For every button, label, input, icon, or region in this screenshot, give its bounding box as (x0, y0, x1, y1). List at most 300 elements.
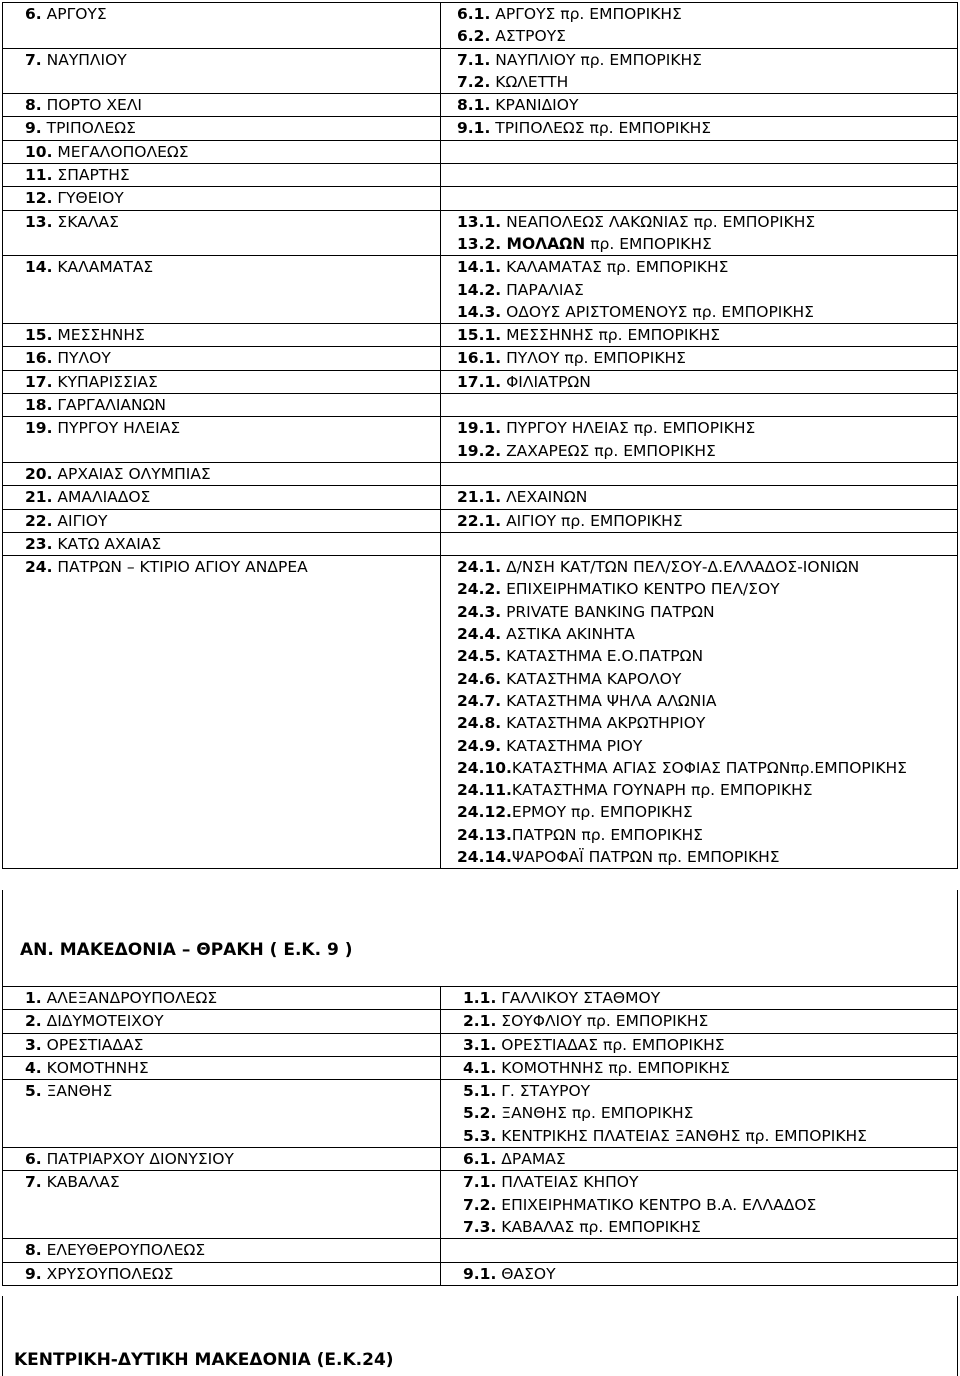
branch-entry (25, 141, 440, 163)
branch-number: 9. (25, 1264, 42, 1283)
branch-name: ΚΑΒΑΛΑΣ πρ. ΕΜΠΟΡΙΚΗΣ (496, 1217, 701, 1236)
branch-entry (457, 440, 957, 462)
branch-entry (457, 371, 957, 393)
branch-cell (3, 347, 441, 370)
branch-entry (463, 1057, 957, 1079)
branch-entry (463, 1263, 957, 1285)
table-row (3, 1239, 958, 1262)
section-heading-central-west-macedonia: ΚΕΝΤΡΙΚΗ-ΔΥΤΙΚΗ ΜΑΚΕΔΟΝΙΑ (Ε.Κ.24) (14, 1350, 394, 1370)
branch-name: ΚΡΑΝΙΔΙΟΥ (490, 96, 579, 115)
branch-entry (25, 117, 440, 139)
branch-entry (25, 1080, 440, 1102)
branch-name: ΟΡΕΣΤΙΑΔΑΣ (41, 1035, 144, 1054)
branch-name: ΚΑΤΑΣΤΗΜΑ Ε.Ο.ΠΑΤΡΩΝ (501, 647, 704, 666)
branch-entry (463, 1034, 957, 1056)
branch-name: ΔΙΔΥΜΟΤΕΙΧΟΥ (41, 1012, 164, 1031)
branch-name: ΑΙΓΙΟΥ πρ. ΕΜΠΟΡΙΚΗΣ (501, 511, 683, 530)
branch-name: ΓΑΛΛΙΚΟΥ ΣΤΑΘΜΟΥ (496, 989, 661, 1007)
branch-number: 8.1. (457, 96, 491, 115)
branch-name: ΕΛΕΥΘΕΡΟΥΠΟΛΕΩΣ (41, 1241, 206, 1260)
branch-number: 17. (25, 372, 53, 391)
branch-entry (457, 690, 957, 712)
branch-name: ΚΕΝΤΡΙΚΗΣ ΠΛΑΤΕΙΑΣ ΞΑΝΘΗΣ πρ. ΕΜΠΟΡΙΚΗΣ (496, 1126, 867, 1145)
branch-cell (3, 1010, 441, 1033)
table-row (3, 1148, 958, 1171)
branch-entry (457, 757, 957, 779)
branch-cell (3, 394, 441, 417)
branch-entry (457, 117, 957, 139)
branch-name: ΑΜΑΛΙΑΔΟΣ (52, 488, 151, 507)
branch-cell (3, 1033, 441, 1056)
branch-entry (457, 301, 957, 323)
branch-number: 7.1. (463, 1173, 497, 1192)
branch-name: Δ/ΝΣΗ ΚΑΤ/ΤΩΝ ΠΕΛ/ΣΟΥ-Δ.ΕΛΛΑΔΟΣ-ΙΟΝΙΩΝ (501, 558, 860, 577)
branch-name: ΓΥΘΕΙΟΥ (52, 189, 124, 208)
branch-name: ΠΥΡΓΟΥ ΗΛΕΙΑΣ (52, 419, 181, 438)
branch-cell (3, 48, 441, 94)
table-row (3, 532, 958, 555)
sub-branch-cell (441, 1171, 958, 1239)
branch-entry (25, 463, 440, 485)
branch-cell (3, 509, 441, 532)
branch-name: ΜΕΣΣΗΝΗΣ (52, 326, 145, 345)
branch-cell (3, 370, 441, 393)
sub-branch-cell (441, 1239, 958, 1262)
branch-entry (25, 211, 440, 233)
sub-branch-cell (441, 1262, 958, 1285)
branch-name: ΚΑΤΑΣΤΗΜΑ ΓΟΥΝΑΡΗ πρ. ΕΜΠΟΡΙΚΗΣ (511, 781, 813, 800)
branch-number: 19. (25, 419, 53, 438)
branch-cell (3, 1056, 441, 1079)
branches-table-east-macedonia-thrace (2, 986, 958, 1286)
branch-entry (457, 623, 957, 645)
branches-table-peloponnese (2, 2, 958, 869)
branch-entry (25, 1010, 440, 1032)
branch-number: 10. (25, 142, 53, 161)
branch-number: 24.9. (457, 736, 502, 755)
branch-name: ΚΑΤΑΣΤΗΜΑ ΚΑΡΟΛΟΥ (501, 669, 682, 688)
branch-number: 6. (25, 5, 42, 23)
branch-number: 19.2. (457, 441, 502, 460)
branch-number: 5.2. (463, 1104, 497, 1123)
branch-entry (457, 846, 957, 868)
branch-entry (457, 824, 957, 846)
section-heading-east-macedonia-thrace: ΑΝ. ΜΑΚΕΔΟΝΙΑ – ΘΡΑΚΗ ( Ε.Κ. 9 ) (20, 940, 353, 960)
branch-number: 24.3. (457, 602, 502, 621)
branch-entry (457, 486, 957, 508)
branch-cell (3, 187, 441, 210)
sub-branch-cell (441, 556, 958, 869)
branch-number: 9.1. (463, 1264, 497, 1283)
branch-entry (463, 1102, 957, 1124)
branch-cell (3, 1262, 441, 1285)
branch-number: 24.13. (457, 825, 512, 844)
branch-entry (25, 510, 440, 532)
branch-name: ΟΔΟΥΣ ΑΡΙΣΤΟΜΕΝΟΥΣ πρ. ΕΜΠΟΡΙΚΗΣ (501, 302, 814, 321)
table-row (3, 210, 958, 256)
branch-entry (463, 1010, 957, 1032)
branch-name: ΞΑΝΘΗΣ πρ. ΕΜΠΟΡΙΚΗΣ (496, 1104, 694, 1123)
branch-entry (25, 394, 440, 416)
branch-name: ΧΡΥΣΟΥΠΟΛΕΩΣ (41, 1264, 174, 1283)
branch-number: 24. (25, 558, 53, 577)
branch-cell (3, 3, 441, 49)
branch-entry (25, 49, 440, 71)
branch-name: ΠΥΛΟΥ πρ. ΕΜΠΟΡΙΚΗΣ (501, 349, 686, 368)
branch-entry (25, 1148, 440, 1170)
branch-number: 4.1. (463, 1058, 497, 1077)
branch-name: ΔΡΑΜΑΣ (496, 1150, 566, 1169)
section-gap (2, 890, 958, 932)
branch-number: 5.1. (463, 1082, 497, 1101)
branch-name: ΑΡΓΟΥΣ πρ. ΕΜΠΟΡΙΚΗΣ (490, 5, 682, 23)
branch-name: ΚΑΛΑΜΑΤΑΣ (52, 258, 154, 277)
branch-cell (3, 1148, 441, 1171)
branch-name: ΕΠΙΧΕΙΡΗΜΑΤΙΚΟ ΚΕΝΤΡΟ Β.Α. ΕΛΛΑΔΟΣ (496, 1195, 817, 1214)
branch-entry (457, 556, 957, 578)
branch-number: 21.1. (457, 488, 502, 507)
branch-entry (457, 601, 957, 623)
table-row (3, 509, 958, 532)
branch-name: ΠΑΤΡΩΝ – ΚΤΙΡΙΟ ΑΓΙΟΥ ΑΝΔΡΕΑ (52, 558, 308, 577)
branch-number: 7.1. (457, 50, 491, 69)
branch-name: ΨΑΡΟΦΑΪ ΠΑΤΡΩΝ πρ. ΕΜΠΟΡΙΚΗΣ (511, 847, 780, 866)
sub-branch-cell (441, 417, 958, 463)
branch-entry (457, 3, 957, 25)
branch-cell (3, 140, 441, 163)
branch-entry (457, 211, 957, 233)
branch-number: 24.2. (457, 580, 502, 599)
branch-cell (3, 1171, 441, 1239)
table-row (3, 556, 958, 869)
branch-number: 9. (25, 119, 42, 138)
branch-cell (3, 256, 441, 324)
sub-branch-cell (441, 1148, 958, 1171)
branch-name: Γ. ΣΤΑΥΡΟΥ (496, 1082, 591, 1101)
branch-number: 7.3. (463, 1217, 497, 1236)
branch-number: 3. (25, 1035, 42, 1054)
branch-number: 1. (25, 989, 42, 1007)
branch-name: ΚΑΛΑΜΑΤΑΣ πρ. ΕΜΠΟΡΙΚΗΣ (501, 258, 729, 277)
branch-cell (3, 324, 441, 347)
branch-number: 24.8. (457, 714, 502, 733)
branch-number: 9.1. (457, 119, 491, 138)
table-row (3, 117, 958, 140)
branch-number: 24.11. (457, 781, 512, 800)
branch-name: ΤΡΙΠΟΛΕΩΣ (41, 119, 136, 138)
branch-number: 22. (25, 511, 53, 530)
branch-number: 24.4. (457, 625, 502, 644)
branch-number: 20. (25, 464, 53, 483)
branch-number: 1.1. (463, 989, 497, 1007)
branch-number: 22.1. (457, 511, 502, 530)
table-row (3, 3, 958, 49)
sub-branch-cell (441, 347, 958, 370)
branch-number: 6.1. (457, 5, 491, 23)
table-row (3, 164, 958, 187)
branch-number: 16.1. (457, 349, 502, 368)
branch-number: 14.1. (457, 258, 502, 277)
branch-entry (463, 1125, 957, 1147)
sub-branch-cell (441, 210, 958, 256)
branch-cell (3, 417, 441, 463)
sub-branch-cell (441, 3, 958, 49)
branch-number: 8. (25, 1241, 42, 1260)
branch-cell (3, 486, 441, 509)
branch-entry (457, 801, 957, 823)
branch-number: 21. (25, 488, 53, 507)
table-row (3, 324, 958, 347)
table-row (3, 1056, 958, 1079)
branch-name: ΚΥΠΑΡΙΣΣΙΑΣ (52, 372, 158, 391)
branch-entry (25, 94, 440, 116)
branch-number: 6.1. (463, 1150, 497, 1169)
branch-number: 13.2. ΜΟΛΑΩΝ (457, 234, 586, 253)
branch-number: 23. (25, 534, 53, 553)
sub-branch-cell (441, 1033, 958, 1056)
branch-number: 24.6. (457, 669, 502, 688)
branch-name: ΖΑΧΑΡΕΩΣ πρ. ΕΜΠΟΡΙΚΗΣ (501, 441, 716, 460)
branch-entry (457, 279, 957, 301)
sub-branch-cell (441, 370, 958, 393)
sub-branch-cell (441, 394, 958, 417)
branch-name: ΑΣΤΙΚΑ ΑΚΙΝΗΤΑ (501, 625, 635, 644)
sub-branch-cell (441, 1056, 958, 1079)
table-row (3, 140, 958, 163)
branch-entry (25, 324, 440, 346)
branch-name: ΛΕΧΑΙΝΩΝ (501, 488, 588, 507)
branch-number: 14.2. (457, 280, 502, 299)
branch-entry (25, 417, 440, 439)
branch-cell (3, 210, 441, 256)
branch-number: 24.10. (457, 758, 512, 777)
sub-branch-cell (441, 462, 958, 485)
table-row (3, 370, 958, 393)
branch-name: ΚΑΤΩ ΑΧΑΙΑΣ (52, 534, 162, 553)
branch-entry (463, 987, 957, 1009)
branch-cell (3, 117, 441, 140)
sub-branch-cell (441, 486, 958, 509)
branch-entry (25, 347, 440, 369)
sub-branch-cell (441, 256, 958, 324)
branch-cell (3, 94, 441, 117)
sub-branch-cell (441, 48, 958, 94)
table-row (3, 187, 958, 210)
branch-name: ΣΠΑΡΤΗΣ (52, 166, 130, 185)
branch-cell (3, 556, 441, 869)
branch-number: 12. (25, 189, 53, 208)
branch-entry (457, 233, 957, 255)
branch-name: ΠΥΛΟΥ (52, 349, 111, 368)
table-row (3, 1171, 958, 1239)
branch-name: ΟΡΕΣΤΙΑΔΑΣ πρ. ΕΜΠΟΡΙΚΗΣ (496, 1035, 725, 1054)
sub-branch-cell (441, 94, 958, 117)
branch-number: 2. (25, 1012, 42, 1031)
branch-entry (457, 668, 957, 690)
branch-name: ΚΑΒΑΛΑΣ (41, 1173, 120, 1192)
branch-entry (457, 324, 957, 346)
branch-number: 5. (25, 1082, 42, 1101)
branch-name: ΠΑΤΡΙΑΡΧΟΥ ΔΙΟΝΥΣΙΟΥ (41, 1150, 234, 1169)
sub-branch-cell (441, 1010, 958, 1033)
branch-name: ΚΑΤΑΣΤΗΜΑ ΡΙΟΥ (501, 736, 643, 755)
branch-entry (25, 556, 440, 578)
branch-cell (3, 532, 441, 555)
table-row (3, 1010, 958, 1033)
branch-entry (463, 1194, 957, 1216)
sub-branch-cell (441, 187, 958, 210)
branch-entry (463, 1148, 957, 1170)
table-row (3, 462, 958, 485)
table-row (3, 347, 958, 370)
branch-entry (25, 987, 440, 1009)
branch-entry (25, 371, 440, 393)
branch-number: 13.1. (457, 212, 502, 231)
branch-name: ΑΙΓΙΟΥ (52, 511, 108, 530)
table-row (3, 94, 958, 117)
branch-number: 24.1. (457, 558, 502, 577)
branch-entry (457, 347, 957, 369)
table-row (3, 1033, 958, 1056)
branch-number: 13. (25, 212, 53, 231)
section-heading-box (2, 932, 958, 986)
table-row (3, 987, 958, 1010)
branch-number: 15.1. (457, 326, 502, 345)
table-row (3, 48, 958, 94)
branch-number: 14. (25, 258, 53, 277)
branch-entry (25, 1263, 440, 1285)
branch-name: ΠΑΡΑΛΙΑΣ (501, 280, 584, 299)
branch-entry (457, 25, 957, 47)
branch-number: 7.2. (463, 1195, 497, 1214)
branch-name: πρ. ΕΜΠΟΡΙΚΗΣ (585, 234, 712, 253)
branch-name: ΚΑΤΑΣΤΗΜΑ ΑΚΡΩΤΗΡΙΟΥ (501, 714, 706, 733)
branch-entry (25, 187, 440, 209)
branch-name: ΚΑΤΑΣΤΗΜΑ ΑΓΙΑΣ ΣΟΦΙΑΣ ΠΑΤΡΩΝπρ.ΕΜΠΟΡΙΚΗΣ (511, 758, 907, 777)
branch-entry (457, 256, 957, 278)
branch-entry (457, 417, 957, 439)
branch-entry (25, 3, 440, 25)
table-row (3, 1080, 958, 1148)
branch-number: 3.1. (463, 1035, 497, 1054)
branch-name: ΚΟΜΟΤΗΝΗΣ πρ. ΕΜΠΟΡΙΚΗΣ (496, 1058, 730, 1077)
branch-cell (3, 462, 441, 485)
branch-cell (3, 164, 441, 187)
branch-entry (457, 94, 957, 116)
branch-name: ΣΚΑΛΑΣ (52, 212, 119, 231)
branch-cell (3, 1239, 441, 1262)
branch-number: 24.14. (457, 847, 512, 866)
branch-entry (457, 645, 957, 667)
branch-name: ΚΟΜΟΤΗΝΗΣ (41, 1058, 149, 1077)
sub-branch-cell (441, 987, 958, 1010)
branch-name: ΦΙΛΙΑΤΡΩΝ (501, 372, 591, 391)
branch-number: 7. (25, 1173, 42, 1192)
branch-entry (457, 779, 957, 801)
branch-number: 24.5. (457, 647, 502, 666)
branch-name: ΤΡΙΠΟΛΕΩΣ πρ. ΕΜΠΟΡΙΚΗΣ (490, 119, 712, 138)
table-row (3, 256, 958, 324)
branch-cell (3, 1080, 441, 1148)
branch-name: ΑΡΧΑΙΑΣ ΟΛΥΜΠΙΑΣ (52, 464, 211, 483)
sub-branch-cell (441, 1080, 958, 1148)
branch-name: ΑΡΓΟΥΣ (41, 5, 107, 23)
branch-name: ΕΠΙΧΕΙΡΗΜΑΤΙΚΟ ΚΕΝΤΡΟ ΠΕΛ/ΣΟΥ (501, 580, 780, 599)
branch-name: ΑΣΤΡΟΥΣ (490, 27, 566, 46)
branch-number: 24.7. (457, 691, 502, 710)
branch-number: 5.3. (463, 1126, 497, 1145)
branch-number: 15. (25, 326, 53, 345)
branch-number: 14.3. (457, 302, 502, 321)
branch-entry (25, 1239, 440, 1261)
branch-entry (457, 49, 957, 71)
branch-name: PRIVATE BANKING ΠΑΤΡΩΝ (501, 602, 715, 621)
branch-entry (25, 164, 440, 186)
sub-branch-cell (441, 532, 958, 555)
branch-entry (457, 510, 957, 532)
branch-name: ΠΟΡΤΟ ΧΕΛΙ (41, 96, 142, 115)
branch-name: ΚΑΤΑΣΤΗΜΑ ΨΗΛΑ ΑΛΩΝΙΑ (501, 691, 717, 710)
table-row (3, 417, 958, 463)
branch-number: 4. (25, 1058, 42, 1077)
branch-name: ΑΛΕΞΑΝΔΡΟΥΠΟΛΕΩΣ (41, 989, 218, 1007)
branch-number: 17.1. (457, 372, 502, 391)
branch-number: 7. (25, 50, 42, 69)
sub-branch-cell (441, 117, 958, 140)
branch-name: ΣΟΥΦΛΙΟΥ πρ. ΕΜΠΟΡΙΚΗΣ (496, 1012, 709, 1031)
table-row (3, 1262, 958, 1285)
branch-number: 24.12. (457, 803, 512, 822)
branch-entry (463, 1171, 957, 1193)
branch-name: ΓΑΡΓΑΛΙΑΝΩΝ (52, 396, 167, 415)
branch-name: ΝΑΥΠΛΙΟΥ πρ. ΕΜΠΟΡΙΚΗΣ (490, 50, 702, 69)
branch-entry (457, 578, 957, 600)
branch-entry (25, 533, 440, 555)
branch-entry (463, 1080, 957, 1102)
branch-name: ΘΑΣΟΥ (496, 1264, 556, 1283)
branch-name: ΠΥΡΓΟΥ ΗΛΕΙΑΣ πρ. ΕΜΠΟΡΙΚΗΣ (501, 419, 756, 438)
branch-number: 6.2. (457, 27, 491, 46)
branch-number: 11. (25, 166, 53, 185)
table-row (3, 394, 958, 417)
branch-entry (457, 712, 957, 734)
branch-number: 7.2. (457, 72, 491, 91)
branch-name: ΞΑΝΘΗΣ (41, 1082, 113, 1101)
branch-entry (25, 1034, 440, 1056)
branch-entry (457, 71, 957, 93)
branch-name: ΕΡΜΟΥ πρ. ΕΜΠΟΡΙΚΗΣ (511, 803, 693, 822)
branch-entry (25, 256, 440, 278)
sub-branch-cell (441, 324, 958, 347)
branch-entry (25, 1057, 440, 1079)
branch-number: 19.1. (457, 419, 502, 438)
branch-entry (25, 486, 440, 508)
branch-name: ΜΕΓΑΛΟΠΟΛΕΩΣ (52, 142, 189, 161)
branch-name: ΠΑΤΡΩΝ πρ. ΕΜΠΟΡΙΚΗΣ (511, 825, 703, 844)
sub-branch-cell (441, 164, 958, 187)
branch-number: 18. (25, 396, 53, 415)
branch-name: ΝΑΥΠΛΙΟΥ (41, 50, 127, 69)
branch-number: 16. (25, 349, 53, 368)
branch-number: 2.1. (463, 1012, 497, 1031)
branch-name: ΜΕΣΣΗΝΗΣ πρ. ΕΜΠΟΡΙΚΗΣ (501, 326, 721, 345)
branch-entry (25, 1171, 440, 1193)
branch-entry (457, 735, 957, 757)
branch-name: ΚΩΛΕΤΤΗ (490, 72, 569, 91)
branch-entry (463, 1216, 957, 1238)
sub-branch-cell (441, 509, 958, 532)
branch-number: 8. (25, 96, 42, 115)
